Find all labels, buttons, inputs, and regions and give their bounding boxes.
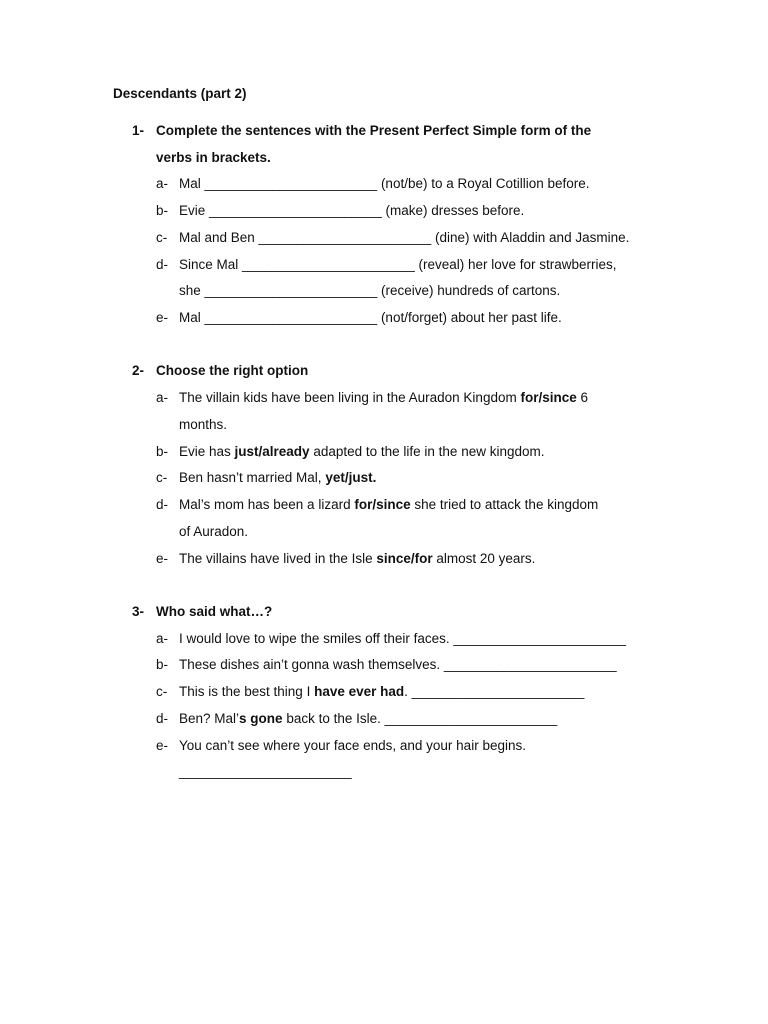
section-2-heading: Choose the right option (156, 363, 309, 378)
section-2-number: 2- (132, 363, 145, 378)
option-choice: for/since (354, 497, 411, 512)
section-2-item-text-continued: months. (179, 417, 228, 432)
section-3-number: 3- (132, 604, 145, 619)
section-2-item-text: Ben hasn’t married Mal, yet/just. (179, 470, 377, 485)
section-1-item-text: Mal _______________________ (not/be) to a Royal Cotillion before. (179, 176, 590, 191)
highlighted-phrase: have ever had (314, 684, 405, 699)
option-choice: yet/just. (325, 470, 377, 485)
section-3-item-text: These dishes ain’t gonna wash themselves. _______________________ (179, 657, 617, 672)
section-2-item-letter: d- (156, 497, 169, 512)
section-1-item-text: Mal and Ben _______________________ (dine) with Aladdin and Jasmine. (179, 230, 630, 245)
section-3-item-text: I would love to wipe the smiles off their faces. _______________________ (179, 631, 627, 646)
section-1-item-letter: d- (156, 257, 169, 272)
section-3-item-letter: c- (156, 684, 168, 699)
section-1-item-letter: c- (156, 230, 168, 245)
section-3-heading: Who said what…? (156, 604, 273, 619)
section-2-item-text: Mal’s mom has been a lizard for/since she tried to attack the kingdom (179, 497, 599, 512)
section-3-item-letter: d- (156, 711, 169, 726)
section-1-item-letter: b- (156, 203, 169, 218)
section-1-item-letter: a- (156, 176, 169, 191)
worksheet-title: Descendants (part 2) (113, 86, 247, 101)
section-3-item-letter: e- (156, 738, 169, 753)
highlighted-phrase: s gone (239, 711, 283, 726)
section-2-item-letter: e- (156, 551, 169, 566)
section-1-item-text: Evie _______________________ (make) dresses before. (179, 203, 525, 218)
option-choice: since/for (376, 551, 433, 566)
option-choice: just/already (234, 444, 310, 459)
section-2-item-text: Evie has just/already adapted to the life in the new kingdom. (179, 444, 545, 459)
section-1-item-text: Since Mal _______________________ (reveal) her love for strawberries, (179, 257, 617, 272)
section-3-item-text: You can’t see where your face ends, and your hair begins. (179, 738, 526, 753)
section-3-item-letter: a- (156, 631, 169, 646)
section-1-number: 1- (132, 123, 145, 138)
section-1-item-letter: e- (156, 310, 169, 325)
option-choice: for/since (520, 390, 577, 405)
section-3-item-text: This is the best thing I have ever had. _______________________ (179, 684, 585, 699)
section-1-heading-line-1: Complete the sentences with the Present Perfect Simple form of the (156, 123, 592, 138)
section-2-item-text: The villains have lived in the Isle since/for almost 20 years. (179, 551, 536, 566)
section-1-heading-line-2: verbs in brackets. (156, 150, 271, 165)
section-2-item-text-continued: of Auradon. (179, 524, 249, 539)
section-1-item-text: Mal _______________________ (not/forget) about her past life. (179, 310, 562, 325)
section-2-item-letter: a- (156, 390, 169, 405)
section-3-item-text: Ben? Mal’s gone back to the Isle. _______________________ (179, 711, 558, 726)
section-2-item-letter: c- (156, 470, 168, 485)
section-3-item-letter: b- (156, 657, 169, 672)
answer-blank: _______________________ (179, 764, 352, 779)
section-2-item-letter: b- (156, 444, 169, 459)
section-2-item-text: The villain kids have been living in the Auradon Kingdom for/since 6 (179, 390, 589, 405)
section-1-item-text-continued: she _______________________ (receive) hundreds of cartons. (179, 283, 561, 298)
